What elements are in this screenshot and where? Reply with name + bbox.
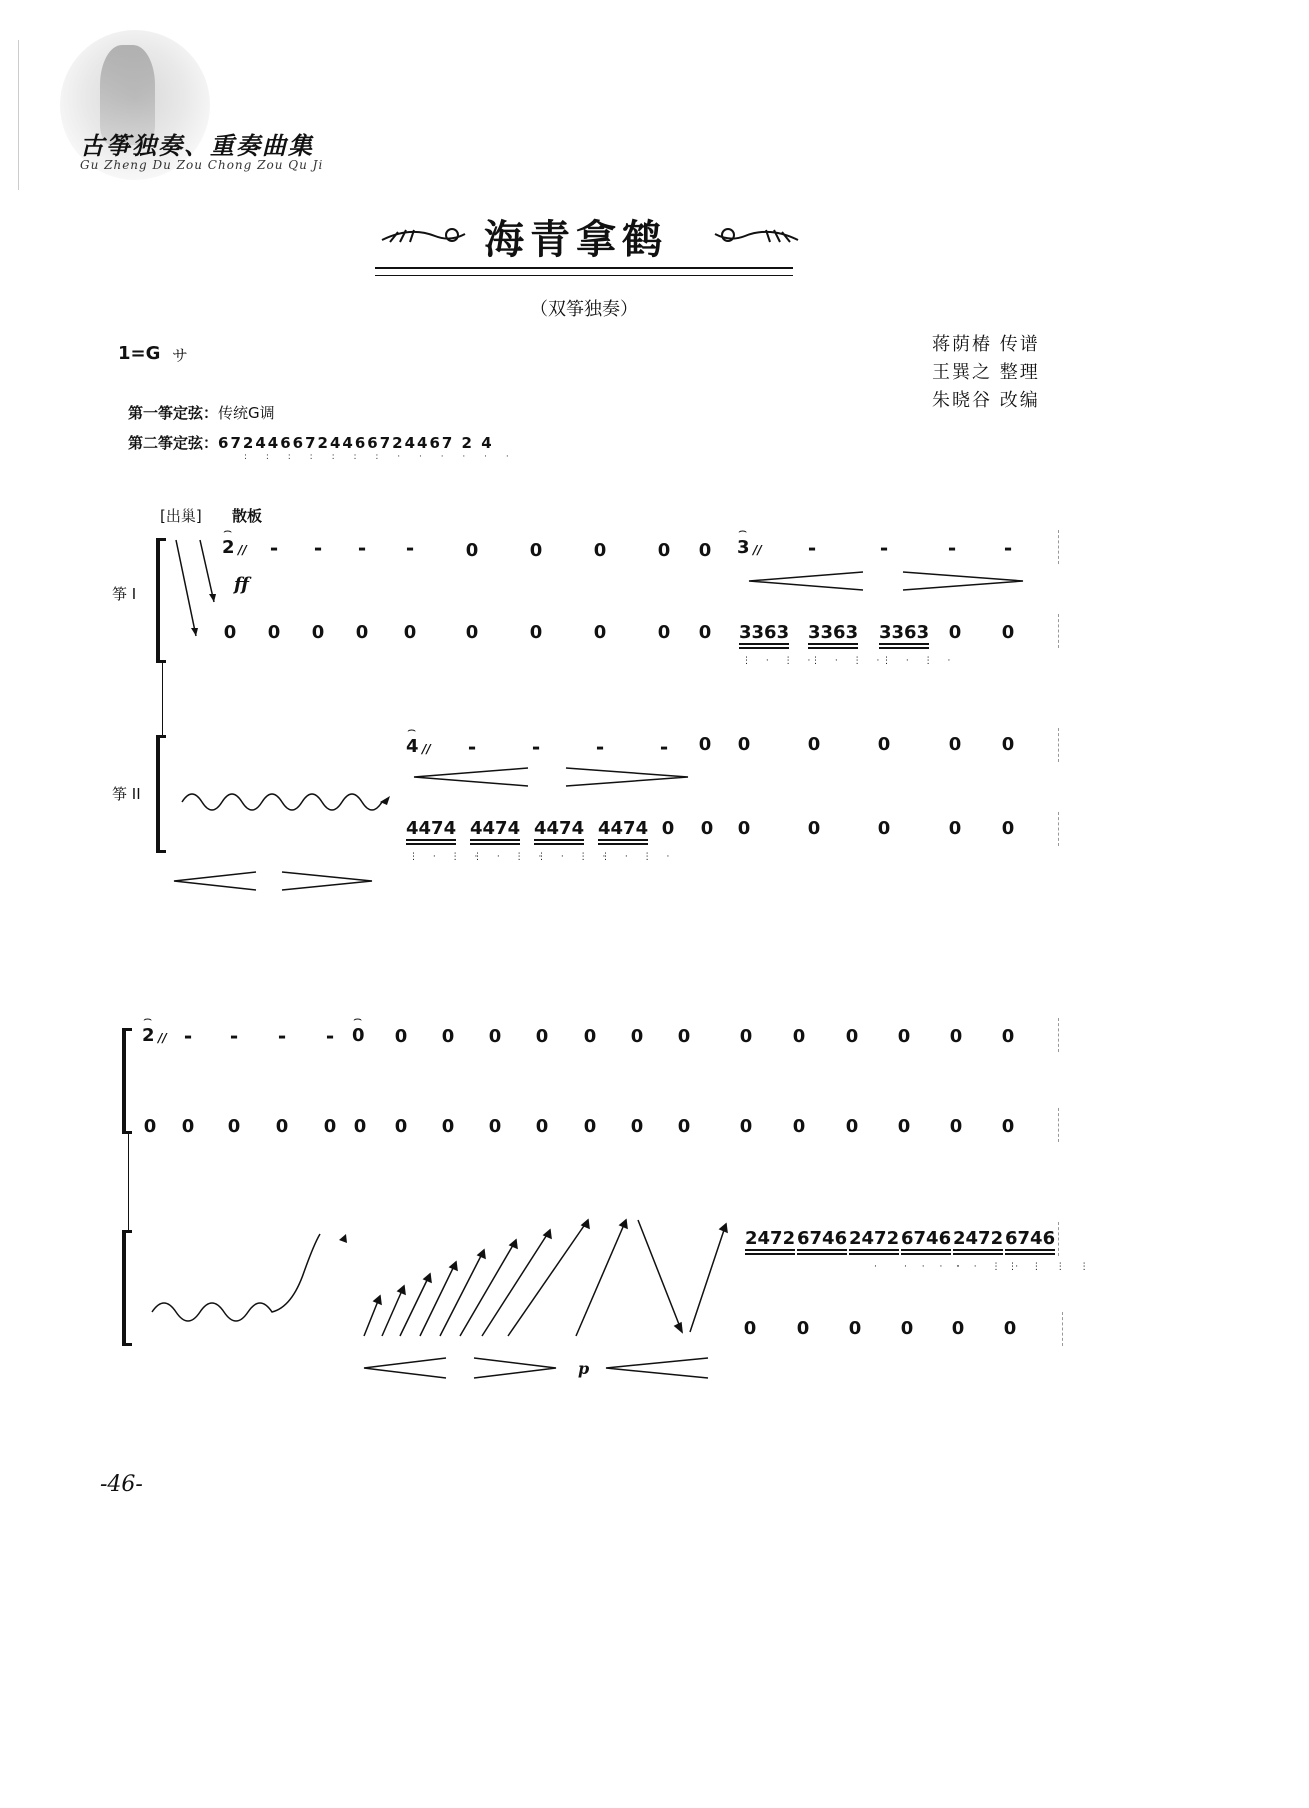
- rest: 0: [1001, 622, 1015, 643]
- rest: 0: [698, 734, 712, 755]
- rest: 0: [593, 622, 607, 643]
- octave-dots: ⋮ · ⋮ ·: [601, 852, 676, 862]
- rest: 0: [657, 622, 671, 643]
- series-title: 古筝独奏、重奏曲集: [80, 131, 314, 160]
- rest: 0: [949, 1116, 963, 1137]
- barline: [1058, 812, 1059, 846]
- rest: 0: [403, 622, 417, 643]
- rest: 0: [739, 1116, 753, 1137]
- note-group-4474: 4474: [534, 818, 585, 839]
- octave-dots: ·: [874, 1262, 877, 1272]
- note-group-3363: 3363: [879, 622, 930, 643]
- rest: 0: [677, 1116, 691, 1137]
- dash: -: [313, 536, 323, 560]
- staff2-label: 筝 II: [112, 785, 141, 803]
- rest: 0: [948, 734, 962, 755]
- rest: 0: [792, 1026, 806, 1047]
- credit-name: 王巽之: [932, 362, 992, 383]
- rest: 0: [441, 1116, 455, 1137]
- glissando-arrows-2: [360, 1216, 740, 1341]
- rest: 0: [948, 622, 962, 643]
- staff1-label: 筝 I: [112, 585, 137, 603]
- rest: 0: [807, 734, 821, 755]
- title-rule: [375, 267, 793, 276]
- rest: 0: [488, 1026, 502, 1047]
- glissando-arrows-1: [170, 538, 230, 648]
- rest: 0: [529, 622, 543, 643]
- rest: 0: [677, 1026, 691, 1047]
- hairpins-3: [170, 870, 380, 892]
- barline: [1058, 530, 1059, 564]
- barline: [1058, 1018, 1059, 1052]
- note-group: 6746: [901, 1228, 952, 1249]
- octave-dots: · · ⋮ ·: [956, 1262, 1025, 1272]
- credit-role: 整理: [999, 362, 1040, 383]
- rest: 0: [807, 818, 821, 839]
- rest: 0: [465, 622, 479, 643]
- staff1-bracket: [122, 1028, 126, 1134]
- rest: 0: [353, 1116, 367, 1137]
- rest: 0: [743, 1318, 757, 1339]
- dash: -: [531, 735, 541, 759]
- rest: 0: [275, 1116, 289, 1137]
- barline: [1058, 1222, 1059, 1256]
- note-group: 2472: [745, 1228, 796, 1249]
- rest: 0: [698, 622, 712, 643]
- tempo-free-mark: サ: [172, 346, 189, 365]
- rest: 0: [698, 540, 712, 561]
- credit-3: [932, 386, 1040, 412]
- dash: -: [807, 536, 817, 560]
- tuning-label: 第二筝定弦：: [128, 434, 219, 452]
- subtitle: （双筝独奏）: [530, 299, 638, 320]
- fermata-note-2: ⌢ 2 //: [142, 1025, 155, 1046]
- rest: 0: [535, 1026, 549, 1047]
- rest: 0: [739, 1026, 753, 1047]
- octave-dots: ⋮ · ⋮ ·: [473, 852, 548, 862]
- tremolo-wave-2: [148, 1230, 353, 1330]
- note-group-4474: 4474: [598, 818, 649, 839]
- rest: 0: [227, 1116, 241, 1137]
- system-connector: [128, 1134, 129, 1230]
- barline: [1058, 1108, 1059, 1142]
- rest: 0: [311, 622, 325, 643]
- dynamic-ff: ff: [234, 574, 249, 595]
- rest: 0: [267, 622, 281, 643]
- system-connector: [162, 663, 163, 735]
- rest: 0: [394, 1116, 408, 1137]
- tuning-zheng2: [128, 432, 494, 453]
- rest: 0: [657, 540, 671, 561]
- rest: 0: [465, 540, 479, 561]
- dynamic-p: p: [578, 1359, 590, 1378]
- rest: 0: [535, 1116, 549, 1137]
- header-divider: [18, 40, 19, 190]
- tempo-label: 散板: [232, 507, 263, 525]
- octave-dots: ⋮ · ⋮ ·: [537, 852, 612, 862]
- series-subtitle: Gu Zheng Du Zou Chong Zou Qu Ji: [80, 158, 324, 172]
- section-label: [出巢]: [160, 507, 202, 525]
- barline: [1062, 1312, 1063, 1346]
- fermata-note-0: ⌢ 0: [352, 1025, 365, 1046]
- note-group-3363: 3363: [739, 622, 790, 643]
- rest: 0: [897, 1026, 911, 1047]
- note-group: 2472: [953, 1228, 1004, 1249]
- tuning-value: 6724466724466724467 2 4: [218, 434, 494, 452]
- rest: 0: [845, 1026, 859, 1047]
- tuning-zheng1: [128, 402, 275, 423]
- rest: 0: [951, 1318, 965, 1339]
- rest: 0: [593, 540, 607, 561]
- rest: 0: [1001, 734, 1015, 755]
- octave-dots: ⋮ · ⋮ ·: [409, 852, 484, 862]
- title-ornament-left: [380, 222, 470, 248]
- credit-role: 传谱: [999, 334, 1040, 355]
- tuning-value: 传统G调: [218, 404, 275, 422]
- rest: 0: [323, 1116, 337, 1137]
- note-group: 6746: [1005, 1228, 1056, 1249]
- octave-dots: ⋮ · ⋮ ·: [811, 656, 886, 666]
- rest: 0: [394, 1026, 408, 1047]
- credit-role: 改编: [999, 390, 1040, 411]
- note-group: 6746: [797, 1228, 848, 1249]
- rest: 0: [529, 540, 543, 561]
- dash: -: [325, 1024, 335, 1048]
- dash: -: [269, 536, 279, 560]
- rest: 0: [1003, 1318, 1017, 1339]
- rest: 0: [223, 622, 237, 643]
- page-title: 海青拿鹤: [484, 216, 668, 263]
- rest: 0: [737, 818, 751, 839]
- credit-2: [932, 358, 1040, 384]
- note-group-4474: 4474: [470, 818, 521, 839]
- octave-dots: ⋮ ⋮ ⋮ ⋮: [1008, 1262, 1095, 1272]
- credit-name: 蒋荫椿: [932, 334, 992, 355]
- hairpins-1: [745, 570, 1035, 592]
- staff2-bracket: [122, 1230, 126, 1346]
- octave-dots: ⋮ · ⋮ ·: [742, 656, 817, 666]
- credit-name: 朱晓谷: [932, 390, 992, 411]
- note-group-3363: 3363: [808, 622, 859, 643]
- fermata-note-3: ⌢ 3 //: [737, 537, 750, 558]
- rest: 0: [877, 818, 891, 839]
- dash: -: [229, 1024, 239, 1048]
- rest: 0: [700, 818, 714, 839]
- page-number: -46-: [100, 1472, 143, 1497]
- note-group-4474: 4474: [406, 818, 457, 839]
- rest: 0: [143, 1116, 157, 1137]
- rest: 0: [630, 1026, 644, 1047]
- dash: -: [405, 536, 415, 560]
- rest: 0: [488, 1116, 502, 1137]
- barline: [1058, 614, 1059, 648]
- rest: 0: [181, 1116, 195, 1137]
- rest: 0: [737, 734, 751, 755]
- dash: -: [659, 735, 669, 759]
- rest: 0: [630, 1116, 644, 1137]
- rest: 0: [441, 1026, 455, 1047]
- barline: [1058, 728, 1059, 762]
- dash: -: [1003, 536, 1013, 560]
- rest: 0: [949, 1026, 963, 1047]
- rest: 0: [900, 1318, 914, 1339]
- rest: 0: [583, 1116, 597, 1137]
- title-ornament-right: [710, 222, 800, 248]
- tuning-octave-dots: : : : : : : : · · · · · ·: [244, 452, 517, 462]
- rest: 0: [661, 818, 675, 839]
- tuning-label: 第一筝定弦：: [128, 404, 219, 422]
- rest: 0: [1001, 818, 1015, 839]
- staff1-bracket: [156, 538, 160, 663]
- tremolo-wave-1: [180, 780, 395, 816]
- rest: 0: [792, 1116, 806, 1137]
- rest: 0: [848, 1318, 862, 1339]
- octave-dots: · · · ·: [904, 1262, 967, 1272]
- rest: 0: [355, 622, 369, 643]
- rest: 0: [796, 1318, 810, 1339]
- rest: 0: [1001, 1026, 1015, 1047]
- fermata-note-2: ⌢ 2 //: [222, 537, 235, 558]
- rest: 0: [948, 818, 962, 839]
- staff2-bracket: [156, 735, 160, 853]
- rest: 0: [1001, 1116, 1015, 1137]
- rest: 0: [583, 1026, 597, 1047]
- key-signature: 1=G: [118, 343, 161, 364]
- dash: -: [467, 735, 477, 759]
- rest: 0: [897, 1116, 911, 1137]
- rest: 0: [845, 1116, 859, 1137]
- note-group: 2472: [849, 1228, 900, 1249]
- dash: -: [277, 1024, 287, 1048]
- dash: -: [357, 536, 367, 560]
- dash: -: [595, 735, 605, 759]
- dash: -: [183, 1024, 193, 1048]
- rest: 0: [877, 734, 891, 755]
- dash: -: [879, 536, 889, 560]
- hairpins-4: [360, 1356, 720, 1380]
- dash: -: [947, 536, 957, 560]
- fermata-note-4: ⌢ 4 //: [406, 736, 419, 757]
- octave-dots: ⋮ · ⋮ ·: [882, 656, 957, 666]
- credit-1: [932, 330, 1040, 356]
- hairpins-2: [410, 766, 695, 788]
